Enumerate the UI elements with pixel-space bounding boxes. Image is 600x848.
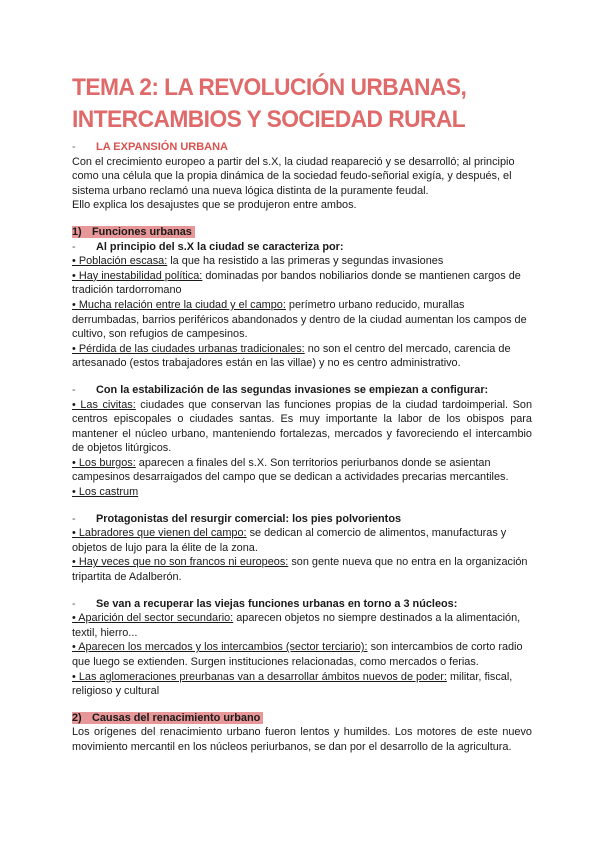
- list-item: • Población escasa: la que ha resistido a las primeras y segundas invasiones: [72, 255, 444, 268]
- list-item: • Labradores que vienen del campo: se dedican al comercio de alimentos, manufacturas y objetos de lujo para la élite de la zona.: [72, 527, 507, 554]
- subsection-heading: - LA EXPANSIÓN URBANA: [72, 141, 229, 153]
- list-item: • Los castrum: [72, 486, 139, 499]
- title-line-2: INTERCAMBIOS Y SOCIEDAD RURAL: [72, 106, 466, 133]
- group-heading: - Se van a recuperar las viejas funciones urbanas en torno a 3 núcleos:: [72, 597, 458, 610]
- list-item: • Las civitas: ciudades que conservan las funciones propias de la ciudad tardoimperial. Son centros episcopales o ciudades santas. Es muy importante la labor de los obispos para mantener el núcleo urbano, manteniendo fortalezas, mercados y favoreciendo el intercambio de objetos litúrgicos.: [72, 398, 533, 455]
- intro-paragraph: Con el crecimiento europeo a partir del s.X, la ciudad reapareció y se desarrolló; al principio como una célula que la propia dinámica de la sociedad feudo-señorial exigía, y después, el sistema urbano reclamó una nueva lógica distinta de la puramente feudal.: [72, 155, 515, 197]
- list-item: • Aparición del sector secundario: aparecen objetos no siempre destinados a la alimentación, textil, hierro...: [72, 612, 521, 639]
- document-title: [72, 72, 509, 136]
- section-2-paragraph: Los orígenes del renacimiento urbano fueron lentos y humildes. Los motores de este nuevo movimiento mercantil en los núcleos periurbanos, se dan por el desarrollo de la agricultura.: [72, 726, 532, 753]
- group-heading: - Al principio del s.X la ciudad se caracteriza por:: [72, 240, 344, 253]
- group-heading: - Con la estabilización de las segundas invasiones se empiezan a configurar:: [72, 383, 489, 396]
- title-line-1: TEMA 2: LA REVOLUCIÓN URBANAS,: [72, 74, 467, 101]
- section-heading-1: [72, 225, 532, 240]
- intro-paragraph-2: Ello explica los desajustes que se produjeron entre ambos.: [72, 199, 357, 212]
- section-1-highlight: 1) Funciones urbanas: [72, 226, 195, 238]
- list-item: • Hay veces que no son francos ni europeos: son gente nueva que no entra en la organización tripartita de Adalberón.: [72, 556, 528, 584]
- list-item: • Las aglomeraciones preurbanas van a desarrollar ámbitos nuevos de poder: militar, fiscal, religioso y cultural: [72, 670, 513, 698]
- group-heading: - Protagonistas del resurgir comercial: los pies polvorientos: [72, 512, 402, 525]
- list-item: • Aparecen los mercados y los intercambios (sector terciario): son intercambios de corto radio que luego se extienden. Surgen instituciones relacionadas, como mercados o ferias.: [72, 641, 523, 668]
- list-item: • Los burgos: aparecen a finales del s.X. Son territorios periurbanos donde se asientan campesinos desarraigados del campo que se dedican a actividades precarias mercantiles.: [72, 456, 509, 484]
- section-heading-2: [72, 711, 532, 726]
- list-item: • Hay inestabilidad política: dominadas por bandos nobiliarios donde se mantienen cargos de tradición tardorromano: [72, 269, 521, 297]
- list-item: • Mucha relación entre la ciudad y el campo: perímetro urbano reducido, murallas derrumbadas, barrios periféricos abandonados y dentro de la ciudad aumentan los campos de cultivo, son refugios de campesinos.: [72, 298, 527, 341]
- document-body: [72, 140, 532, 755]
- list-item: • Pérdida de las ciudades urbanas tradicionales: no son el centro del mercado, carencia de artesanado (estos trabajadores están en las villae) y no es centro administrativo.: [72, 342, 511, 370]
- section-2-highlight: 2) Causas del renacimiento urbano: [72, 712, 263, 724]
